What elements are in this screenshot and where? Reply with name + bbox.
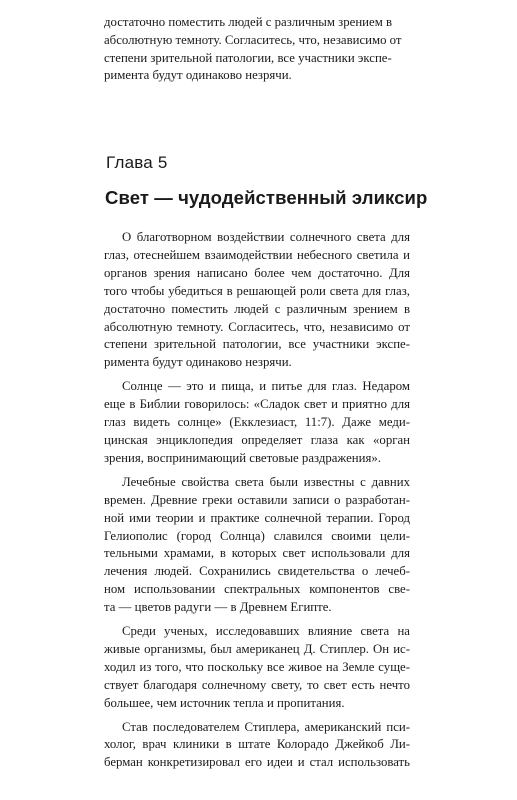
text-line: ной ими теории и практике солнечной терапии. Город [104, 510, 410, 525]
text-line: времен. Древние греки оставили записи о разработан- [104, 492, 410, 507]
text-line: Лечебные свойства света были известны с давних [122, 474, 410, 489]
text-line: того чтобы убедиться в решающей роли света для глаз, [104, 283, 410, 298]
text-line: большее, чем источник тепла и пропитания. [104, 695, 345, 710]
text-line: зрения, воспринимающий световые раздражения». [104, 450, 381, 465]
text-line: римента будут одинаково незрячи. [104, 355, 292, 370]
text-line: берман конкретизировал его идеи и стал использовать [104, 755, 410, 770]
text-line: степени зрительной патологии, все участники экспе- [104, 50, 392, 65]
text-line: Среди ученых, исследовавших влияние света на [122, 624, 410, 639]
text-line: Гелиополис (город Солнца) славился своими цели- [104, 528, 410, 543]
text-line: Став последователем Стиплера, американский пси- [122, 719, 410, 734]
text-line: лечения людей. Сохранились свидетельства о лечеб- [104, 564, 410, 579]
text-line: тельными храмами, в которых свет использовали для [104, 546, 410, 561]
text-line: достаточно поместить людей с различным зрением в [104, 301, 410, 316]
text-line: достаточно поместить людей с различным зрением в [104, 15, 393, 29]
paragraph-3 [104, 474, 410, 617]
text-line: абсолютную темноту. Согласитесь, что, независимо от [104, 319, 410, 334]
text-line: глаз видеть солнце» (Екклезиаст, 11:7). Даже меди- [104, 415, 410, 430]
text-line: римента будут одинаково незрячи. [104, 68, 292, 83]
text-line: живые организмы, был американец Д. Стиплер. Он ис- [104, 641, 410, 656]
chapter-label: Глава 5 [106, 153, 168, 172]
paragraph-2 [104, 378, 410, 468]
text-line: абсолютную темноту. Согласитесь, что, независимо от [104, 32, 402, 47]
paragraph-5 [104, 719, 410, 773]
chapter-title: Свет — чудодейственный эликсир [105, 187, 428, 208]
text-line: О благотворном воздействии солнечного света для [122, 230, 410, 244]
text-line: цинская энциклопедия определяет глаза как «орган [104, 432, 410, 447]
text-line: глаз, отеснейшем взаимодействии небесного светила и [104, 247, 410, 262]
paragraph-4 [104, 623, 410, 713]
paragraph-1 [104, 229, 410, 372]
text-line: еще в Библии говорилось: «Сладок свет и приятно для [104, 397, 410, 412]
text-line: Солнце — это и пища, и питье для глаз. Недаром [122, 379, 410, 394]
text-line: ходил из того, что поскольку все живое на Земле суще- [104, 659, 410, 674]
text-line: органов зрения написано более чем достаточно. Для [104, 265, 410, 280]
text-line: степени зрительной патологии, все участники экспе- [104, 337, 410, 352]
text-line: та — цветов радуги — в Древнем Египте. [104, 600, 332, 615]
previous-page-fragment [104, 14, 404, 85]
text-line: ствует благодаря солнечному свету, то свет есть нечто [104, 677, 410, 692]
chapter-body [104, 229, 410, 778]
text-line: ном использовании спектральных компонентов све- [104, 582, 410, 597]
text-line: холог, врач клиники в штате Колорадо Джейкоб Ли- [104, 737, 410, 752]
